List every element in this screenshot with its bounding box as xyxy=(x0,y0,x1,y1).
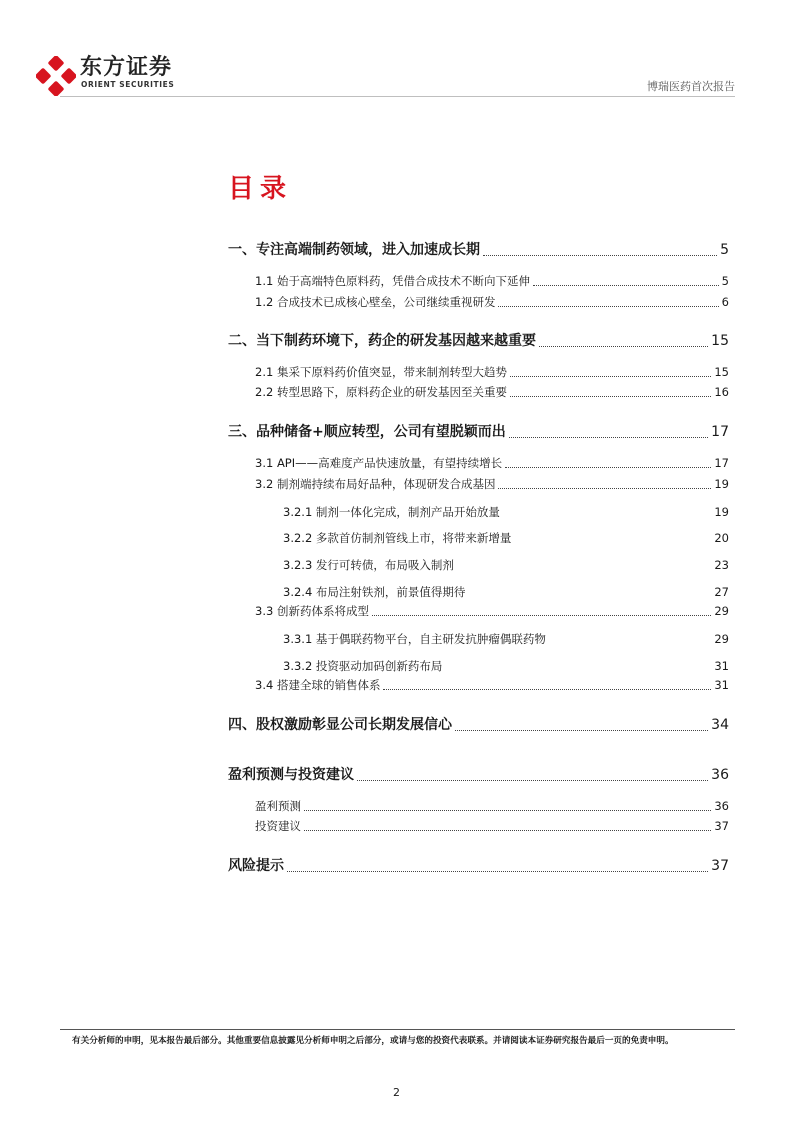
toc-entry-page: 17 xyxy=(714,456,729,470)
toc-entry-section-2-2[interactable] xyxy=(255,384,729,400)
toc-entry-text: 2.1 集采下原料药价值突显，带来制剂转型大趋势 xyxy=(255,365,507,379)
dot-leader xyxy=(304,830,711,831)
dot-leader xyxy=(509,437,708,438)
footer-disclaimer: 有关分析师的申明，见本报告最后部分。其他重要信息披露见分析师申明之后部分，或请与您的投资代表联系。并请阅读本证券研究报告最后一页的免责申明。 xyxy=(72,1036,674,1046)
logo-text-cn: 东方证券 xyxy=(80,55,173,80)
toc-entry-text: 3.2.4 布局注射铁剂，前景值得期待 xyxy=(283,585,466,599)
toc-entry-section-3-2-1[interactable] xyxy=(283,504,729,520)
dot-leader xyxy=(498,488,711,489)
toc-entry-section-1-2[interactable] xyxy=(255,294,729,310)
toc-entry-text: 2.2 转型思路下，原料药企业的研发基因至关重要 xyxy=(255,385,507,399)
page-number: 2 xyxy=(393,1086,400,1099)
toc-entry-page: 36 xyxy=(714,799,729,813)
toc-entry-section-1-1[interactable] xyxy=(255,273,729,289)
toc-entry-section-3-3[interactable] xyxy=(255,603,729,619)
dot-leader xyxy=(505,467,711,468)
toc-entry-section-3-4[interactable] xyxy=(255,677,729,693)
logo-text-en: ORIENT SECURITIES xyxy=(81,80,175,89)
toc-entry-text: 3.2.3 发行可转债，布局吸入制剂 xyxy=(283,558,454,572)
toc-entry-text: 3.4 搭建全球的销售体系 xyxy=(255,678,381,692)
toc-entry-text: 3.2 制剂端持续布局好品种，体现研发合成基因 xyxy=(255,477,496,491)
dot-leader xyxy=(533,285,719,286)
toc-entry-page: 16 xyxy=(714,385,729,399)
dot-leader xyxy=(510,396,711,397)
toc-entry-section-3-2[interactable] xyxy=(255,476,729,492)
toc-entry-text: 盈利预测与投资建议 xyxy=(228,767,354,783)
toc-entry-text: 四、股权激励彰显公司长期发展信心 xyxy=(228,717,452,733)
dot-leader xyxy=(357,780,708,781)
toc-entry-chapter-4[interactable] xyxy=(228,715,729,735)
toc-entry-page: 27 xyxy=(714,585,729,599)
footer-divider xyxy=(60,1029,735,1030)
toc-entry-page: 36 xyxy=(711,767,729,783)
toc-title: 目录 xyxy=(228,174,293,204)
toc-entry-page: 19 xyxy=(714,505,729,519)
toc-entry-text: 投资建议 xyxy=(255,819,301,833)
toc-entry-page: 29 xyxy=(714,604,729,618)
toc-entry-page: 15 xyxy=(714,365,729,379)
toc-entry-page: 5 xyxy=(720,242,729,258)
toc-entry-page: 34 xyxy=(711,717,729,733)
toc-entry-page: 23 xyxy=(714,558,729,572)
toc-entry-page: 31 xyxy=(714,678,729,692)
toc-entry-profit-forecast[interactable] xyxy=(255,798,729,814)
toc-entry-text: 盈利预测 xyxy=(255,799,301,813)
toc-entry-page: 5 xyxy=(721,274,729,288)
dot-leader xyxy=(287,871,708,872)
toc-entry-section-2-1[interactable] xyxy=(255,364,729,380)
toc-entry-page: 29 xyxy=(714,632,729,646)
orient-securities-logo-icon xyxy=(36,56,76,96)
toc-entry-page: 17 xyxy=(711,424,729,440)
report-title: 博瑞医药首次报告 xyxy=(647,80,735,93)
toc-entry-section-3-2-3[interactable] xyxy=(283,557,729,573)
dot-leader xyxy=(372,615,711,616)
dot-leader xyxy=(510,376,711,377)
header-divider xyxy=(60,96,735,97)
dot-leader xyxy=(539,346,708,347)
toc-entry-page: 15 xyxy=(711,333,729,349)
toc-entry-text: 1.1 始于高端特色原料药，凭借合成技术不断向下延伸 xyxy=(255,274,530,288)
dot-leader xyxy=(498,306,718,307)
dot-leader xyxy=(383,689,711,690)
toc-entry-page: 37 xyxy=(711,858,729,874)
toc-entry-investment-advice[interactable] xyxy=(255,818,729,834)
toc-entry-text: 3.2.2 多款首仿制剂管线上市，将带来新增量 xyxy=(283,531,512,545)
toc-entry-page: 6 xyxy=(721,295,729,309)
toc-entry-text: 二、当下制药环境下，药企的研发基因越来越重要 xyxy=(228,333,536,349)
toc-entry-text: 1.2 合成技术已成核心壁垒，公司继续重视研发 xyxy=(255,295,496,309)
toc-entry-text: 三、品种储备+顺应转型，公司有望脱颖而出 xyxy=(228,424,506,440)
dot-leader xyxy=(304,810,711,811)
toc-entry-page: 37 xyxy=(714,819,729,833)
toc-entry-risk-warning[interactable] xyxy=(228,856,729,876)
toc-entry-text: 3.1 API——高难度产品快速放量，有望持续增长 xyxy=(255,456,503,470)
toc-entry-chapter-3[interactable] xyxy=(228,422,729,442)
toc-entry-forecast-and-advice[interactable] xyxy=(228,765,729,785)
dot-leader xyxy=(483,255,717,256)
toc-entry-section-3-3-1[interactable] xyxy=(283,631,729,647)
toc-entry-chapter-2[interactable] xyxy=(228,331,729,351)
toc-entry-text: 风险提示 xyxy=(228,858,284,874)
toc-entry-chapter-1[interactable] xyxy=(228,240,729,260)
toc-entry-text: 3.3.1 基于偶联药物平台，自主研发抗肿瘤偶联药物 xyxy=(283,632,546,646)
toc-entry-text: 3.3 创新药体系将成型 xyxy=(255,604,369,618)
toc-entry-page: 31 xyxy=(714,659,729,673)
toc-entry-page: 20 xyxy=(714,531,729,545)
toc-entry-section-3-1[interactable] xyxy=(255,455,729,471)
toc-entry-section-3-3-2[interactable] xyxy=(283,658,729,674)
toc-entry-section-3-2-2[interactable] xyxy=(283,530,729,546)
toc-entry-section-3-2-4[interactable] xyxy=(283,584,729,600)
toc-entry-text: 3.2.1 制剂一体化完成，制剂产品开始放量 xyxy=(283,505,500,519)
toc-entry-text: 3.3.2 投资驱动加码创新药布局 xyxy=(283,659,443,673)
toc-entry-page: 19 xyxy=(714,477,729,491)
toc-entry-text: 一、专注高端制药领域，进入加速成长期 xyxy=(228,242,480,258)
page-header xyxy=(0,0,793,100)
dot-leader xyxy=(455,730,708,731)
